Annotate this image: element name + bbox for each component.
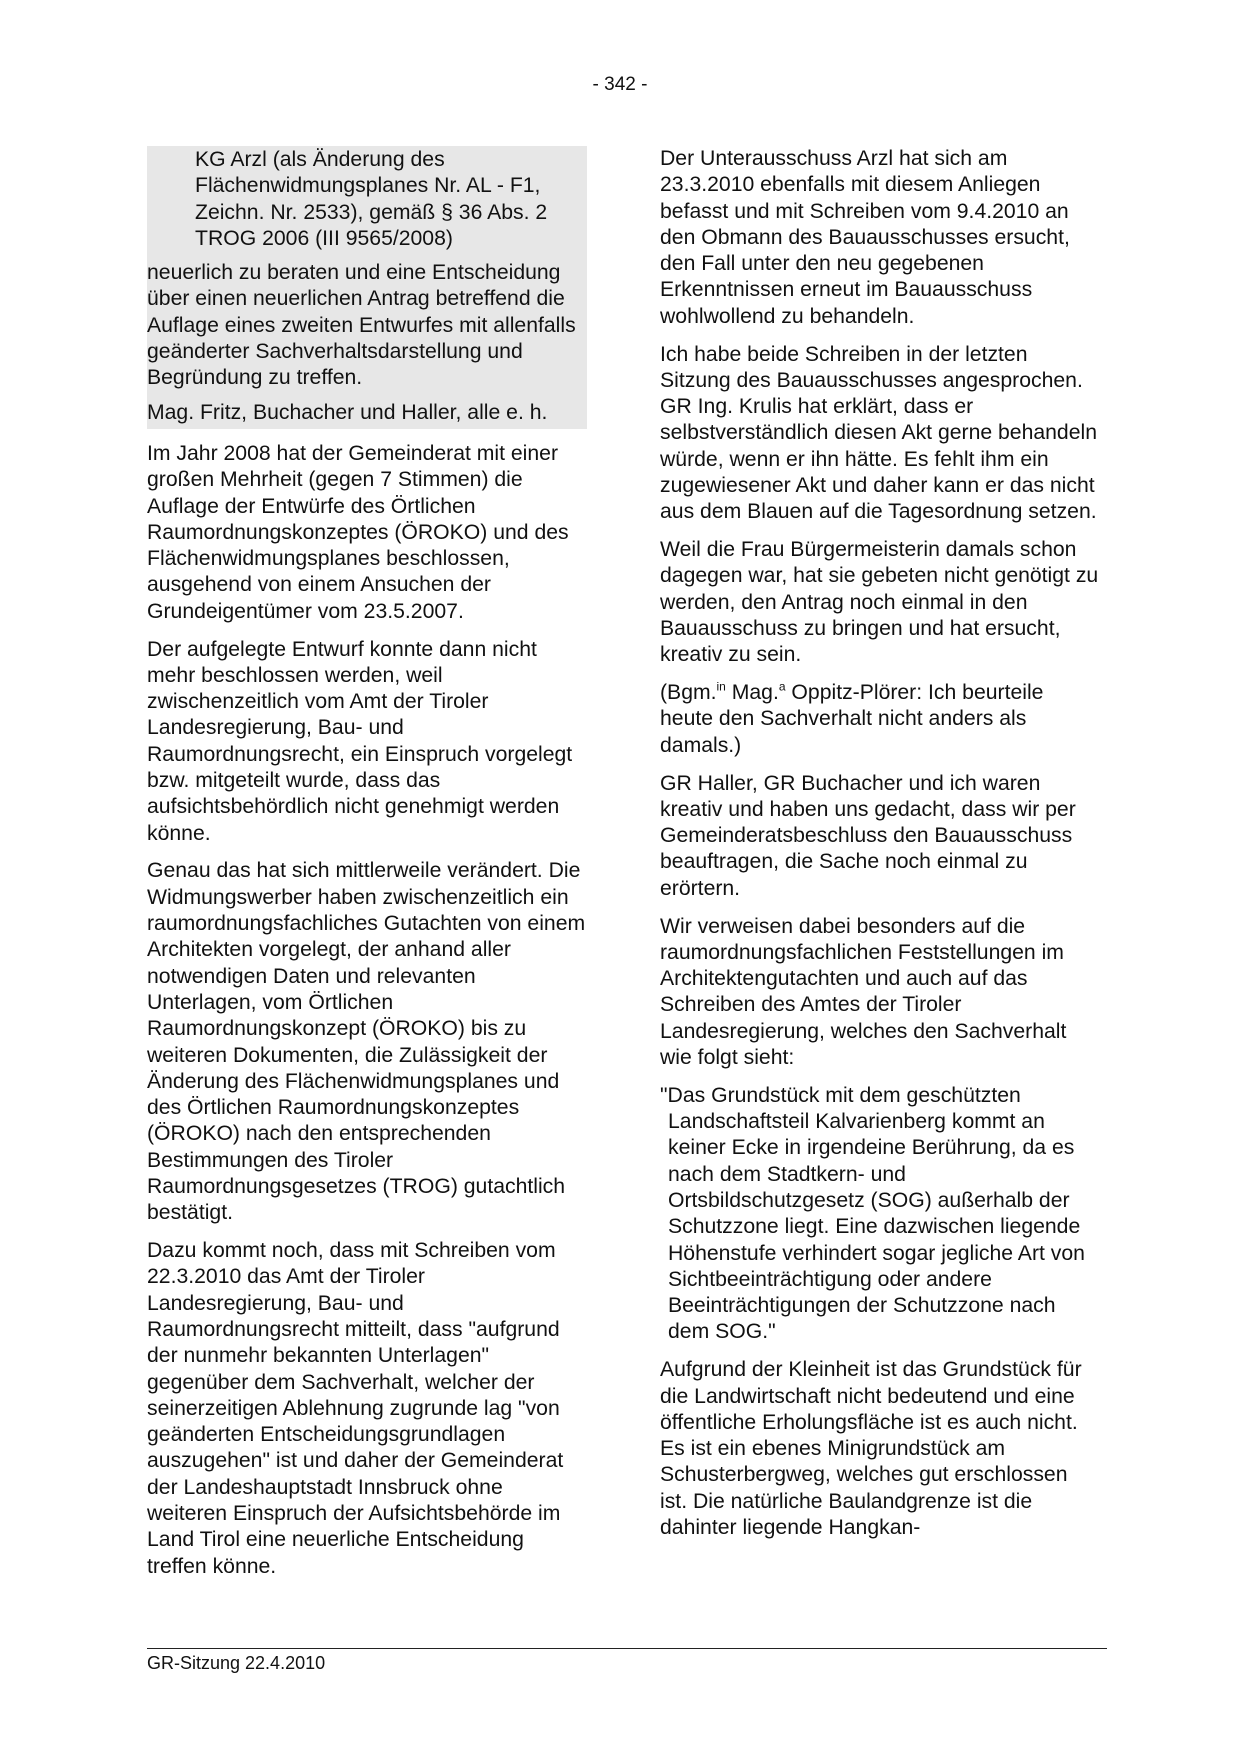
footer-session-date: GR-Sitzung 22.4.2010 [147, 1653, 326, 1673]
right-column [660, 146, 1100, 1553]
footer-divider [147, 1648, 1107, 1649]
mayor-interjection [660, 680, 1100, 759]
right-paragraph: Wir verweisen dabei besonders auf die raumordnungsfachlichen Feststellungen im Architektengutachten und auch auf das Schreiben des Amtes der Tiroler Landesregierung, welches den Sachverhalt wie folgt sieht: [660, 914, 1067, 1069]
motion-subject: KG Arzl (als Änderung des Flächenwidmungsplanes Nr. AL - F1, Zeichn. Nr. 2533), gemäß § 36 Abs. 2 TROG 2006 (III 9565/2008) [195, 148, 548, 250]
right-paragraph: Aufgrund der Kleinheit ist das Grundstück für die Landwirtschaft nicht bedeutend und eine öffentliche Erholungsfläche ist es auch nicht. Es ist ein ebenes Minigrundstück am Schusterbergweg, welches gut erschlossen ist. Die natürliche Baulandgrenze ist die dahinter liegende Hangkan- [660, 1358, 1082, 1540]
quotation: "Das Grundstück mit dem geschützten Landschaftsteil Kalvarienberg kommt an keiner Ecke in irgendeine Berührung, da es nach dem Stadtkern- und Ortsbildschutzgesetz (SOG) außerhalb der Schutzzone liegt. Eine dazwischen liegende Höhenstufe verhindert sogar jegliche Art von Sichtbeeinträchtigung oder andere Beeinträchtigungen der Schutzzone nach dem SOG." [660, 1083, 1085, 1344]
motion-signatories: Mag. Fritz, Buchacher und Haller, alle e. h. [147, 400, 548, 424]
left-paragraph: Genau das hat sich mittlerweile verändert. Die Widmungswerber haben zwischenzeitlich ein raumordnungsfachliches Gutachten von einem Architekten vorgelegt, der anhand aller notwendigen Daten und relevanten Unterlagen, vom Örtlichen Raumordnungskonzept (ÖROKO) bis zu weiteren Dokumenten, die Zulässigkeit der Änderung des Flächenwidmungsplanes und des Örtlichen Raumordnungskonzeptes (ÖROKO) nach den entsprechenden Bestimmungen des Tiroler Raumordnungsgesetzes (TROG) gutachtlich bestätigt. [147, 859, 586, 1225]
right-paragraph: Ich habe beide Schreiben in der letzten Sitzung des Bauausschusses angesprochen. GR Ing. Krulis hat erklärt, dass er selbstverständlich diesen Akt gerne behandeln würde, wenn er ihn hätte. Es fehlt ihm ein zugewiesener Akt und daher kann er das nicht aus dem Blauen auf die Tagesordnung setzen. [660, 342, 1097, 524]
left-column [147, 146, 587, 1591]
superscript: a [778, 679, 786, 694]
interjection-text: (Bgm. [660, 681, 717, 705]
interjection-text: Oppitz-Plörer: Ich beurteile heute den Sachverhalt nicht anders als damals.) [660, 681, 1044, 757]
page-number: - 342 - [592, 74, 648, 95]
left-paragraph: Im Jahr 2008 hat der Gemeinderat mit einer großen Mehrheit (gegen 7 Stimmen) die Auflage der Entwürfe des Örtlichen Raumordnungskonzeptes (ÖROKO) und des Flächenwidmungsplanes beschlossen, ausgehend von einem Ansuchen der Grundeigentümer vom 23.5.2007. [147, 441, 569, 623]
left-paragraph: Dazu kommt noch, dass mit Schreiben vom 22.3.2010 das Amt der Tiroler Landesregierung, Bau- und Raumordnungsrecht mitteilt, dass "aufgrund der nunmehr bekannten Unterlagen" gegenüber dem Sachverhalt, welcher der seinerzeitigen Ablehnung zugrunde lag "von geänderten Entscheidungsgrundlagen auszugehen" ist und daher der Gemeinderat der Landeshauptstadt Innsbruck ohne weiteren Einspruch der Aufsichtsbehörde im Land Tirol eine neuerliche Entscheidung treffen könne. [147, 1239, 564, 1578]
motion-body: neuerlich zu beraten und eine Entscheidung über einen neuerlichen Antrag betreffend die Auflage eines zweiten Entwurfes mit allenfalls geänderter Sachverhaltsdarstellung und Begründung zu treffen. [147, 261, 576, 390]
left-paragraph: Der aufgelegte Entwurf konnte dann nicht mehr beschlossen werden, weil zwischenzeitlich vom Amt der Tiroler Landesregierung, Bau- und Raumordnungsrecht, ein Einspruch vorgelegt bzw. mitgeteilt wurde, dass das aufsichtsbehördlich nicht genehmigt werden könne. [147, 637, 573, 845]
superscript: in [716, 679, 726, 694]
interjection-text: Mag. [725, 681, 779, 705]
motion-text-box [147, 146, 587, 429]
right-paragraph: Der Unterausschuss Arzl hat sich am 23.3.2010 ebenfalls mit diesem Anliegen befasst und mit Schreiben vom 9.4.2010 an den Obmann des Bauausschusses ersucht, den Fall unter den neu gegebenen Erkenntnissen erneut im Bauausschuss wohlwollend zu behandeln. [660, 147, 1070, 328]
right-paragraph: Weil die Frau Bürgermeisterin damals schon dagegen war, hat sie gebeten nicht genötigt zu werden, den Antrag noch einmal in den Bauausschuss zu bringen und hat ersucht, kreativ zu sein. [660, 538, 1099, 667]
right-paragraph: GR Haller, GR Buchacher und ich waren kreativ und haben uns gedacht, dass wir per Gemeinderatsbeschluss den Bauausschuss beauftragen, die Sache noch einmal zu erörtern. [660, 771, 1076, 900]
